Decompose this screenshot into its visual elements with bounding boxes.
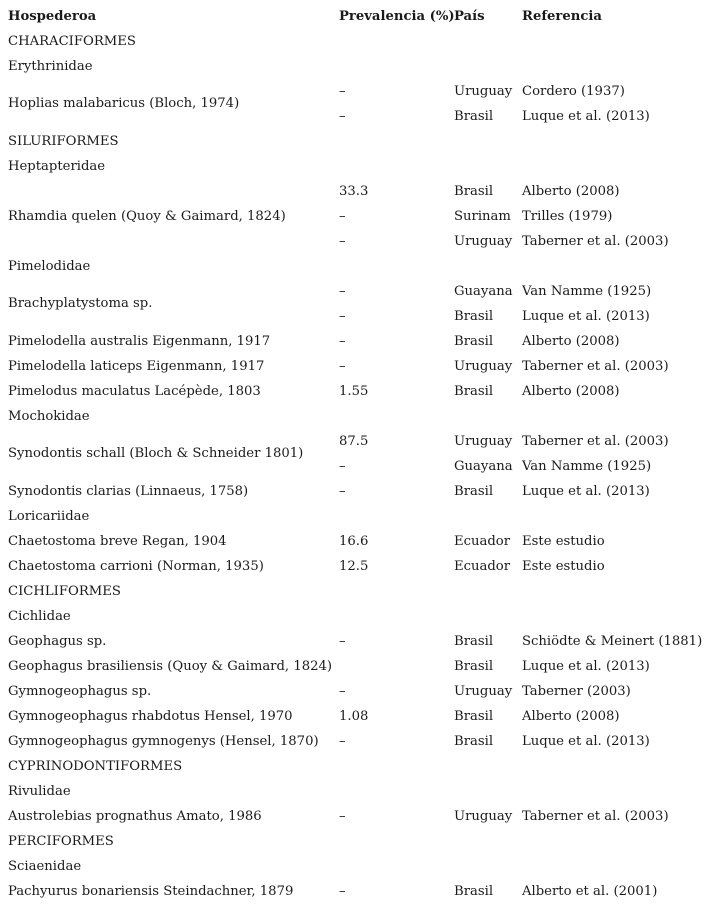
- reference-value: Luque et al. (2013): [522, 659, 650, 674]
- prevalence-value: –: [339, 209, 346, 224]
- family-row: [0, 254, 704, 279]
- species-name: Gymnogeophagus sp.: [8, 684, 152, 699]
- species-name: Pimelodus maculatus Lacépède, 1803: [8, 384, 261, 399]
- table-row: [0, 704, 704, 729]
- prevalence-value: –: [339, 359, 346, 374]
- order-row: [0, 829, 704, 854]
- country-value: Guayana: [454, 459, 513, 474]
- table-row: [0, 429, 704, 454]
- prevalence-value: –: [339, 309, 346, 324]
- table-row: [0, 204, 704, 229]
- table-row: [0, 879, 704, 904]
- prevalence-value: 1.08: [339, 709, 369, 724]
- species-name: Chaetostoma carrioni (Norman, 1935): [8, 559, 264, 574]
- family-row: [0, 854, 704, 879]
- order-row: [0, 129, 704, 154]
- species-name: Synodontis schall (Bloch & Schneider 1801): [8, 446, 304, 461]
- prevalence-value: –: [339, 284, 346, 299]
- reference-value: Este estudio: [522, 559, 605, 574]
- family-row: [0, 54, 704, 79]
- country-value: Ecuador: [454, 559, 511, 574]
- reference-value: Taberner et al. (2003): [522, 234, 669, 249]
- table-row: [0, 629, 704, 654]
- family-label: Sciaenidae: [8, 859, 82, 874]
- table-row: [0, 329, 704, 354]
- species-name: Geophagus brasiliensis (Quoy & Gaimard, 1824): [8, 659, 333, 674]
- reference-value: Alberto (2008): [522, 384, 620, 399]
- header-country: País: [454, 9, 485, 24]
- reference-value: Taberner et al. (2003): [522, 359, 669, 374]
- species-name: Austrolebias prognathus Amato, 1986: [8, 809, 262, 824]
- reference-value: Luque et al. (2013): [522, 734, 650, 749]
- reference-value: Luque et al. (2013): [522, 309, 650, 324]
- reference-value: Taberner et al. (2003): [522, 809, 669, 824]
- prevalence-value: –: [339, 484, 346, 499]
- header-prevalence: Prevalencia (%): [339, 9, 455, 24]
- table-row: [0, 354, 704, 379]
- order-row: [0, 754, 704, 779]
- table-row: [0, 279, 704, 304]
- species-name: Geophagus sp.: [8, 634, 107, 649]
- reference-value: Alberto et al. (2001): [522, 884, 658, 899]
- country-value: Brasil: [454, 709, 494, 724]
- reference-value: Luque et al. (2013): [522, 109, 650, 124]
- table-row: [0, 529, 704, 554]
- country-value: Brasil: [454, 309, 494, 324]
- header-reference: Referencia: [522, 9, 602, 24]
- family-label: Mochokidae: [8, 409, 90, 424]
- country-value: Ecuador: [454, 534, 511, 549]
- country-value: Uruguay: [454, 84, 513, 99]
- order-label: PERCIFORMES: [8, 834, 114, 849]
- reference-value: Taberner (2003): [522, 684, 631, 699]
- reference-value: Alberto (2008): [522, 184, 620, 199]
- country-value: Uruguay: [454, 684, 513, 699]
- reference-value: Alberto (2008): [522, 709, 620, 724]
- family-row: [0, 154, 704, 179]
- reference-value: Luque et al. (2013): [522, 484, 650, 499]
- prevalence-value: –: [339, 84, 346, 99]
- order-row: [0, 579, 704, 604]
- table-row: [0, 679, 704, 704]
- table-row: [0, 179, 704, 204]
- country-value: Brasil: [454, 184, 494, 199]
- species-name: Chaetostoma breve Regan, 1904: [8, 534, 227, 549]
- table-row: [0, 304, 704, 329]
- species-name: Pimelodella australis Eigenmann, 1917: [8, 334, 271, 349]
- table-row: [0, 379, 704, 404]
- prevalence-value: –: [339, 634, 346, 649]
- header-host: Hospederoa: [8, 9, 97, 24]
- prevalence-value: 16.6: [339, 534, 369, 549]
- order-label: CHARACIFORMES: [8, 34, 136, 49]
- species-name: Gymnogeophagus rhabdotus Hensel, 1970: [8, 709, 293, 724]
- table-row: [0, 554, 704, 579]
- order-label: CICHLIFORMES: [8, 584, 121, 599]
- prevalence-value: 1.55: [339, 384, 369, 399]
- order-label: CYPRINODONTIFORMES: [8, 759, 183, 774]
- family-label: Erythrinidae: [8, 59, 93, 74]
- family-label: Cichlidae: [8, 609, 71, 624]
- country-value: Brasil: [454, 109, 494, 124]
- prevalence-value: –: [339, 109, 346, 124]
- prevalence-value: 12.5: [339, 559, 369, 574]
- species-name: Rhamdia quelen (Quoy & Gaimard, 1824): [8, 209, 286, 224]
- country-value: Uruguay: [454, 359, 513, 374]
- reference-value: Alberto (2008): [522, 334, 620, 349]
- species-name: Gymnogeophagus gymnogenys (Hensel, 1870): [8, 734, 319, 749]
- country-value: Uruguay: [454, 434, 513, 449]
- table-row: [0, 229, 704, 254]
- prevalence-value: –: [339, 884, 346, 899]
- reference-value: Schiödte & Meinert (1881): [522, 634, 703, 649]
- prevalence-value: –: [339, 734, 346, 749]
- family-row: [0, 779, 704, 804]
- family-row: [0, 404, 704, 429]
- family-label: Heptapteridae: [8, 159, 106, 174]
- country-value: Uruguay: [454, 234, 513, 249]
- country-value: Brasil: [454, 334, 494, 349]
- species-name: Pachyurus bonariensis Steindachner, 1879: [8, 884, 294, 899]
- prevalence-value: –: [339, 684, 346, 699]
- family-label: Loricariidae: [8, 509, 90, 524]
- prevalence-value: 87.5: [339, 434, 369, 449]
- table-row: [0, 104, 704, 129]
- table-header: [0, 4, 704, 29]
- prevalence-value: –: [339, 459, 346, 474]
- table-row: [0, 729, 704, 754]
- reference-value: Trilles (1979): [522, 209, 613, 224]
- family-label: Rivulidae: [8, 784, 71, 799]
- order-row: [0, 29, 704, 54]
- prevalence-value: –: [339, 234, 346, 249]
- table-row: [0, 479, 704, 504]
- species-name: Hoplias malabaricus (Bloch, 1974): [8, 96, 240, 111]
- reference-value: Van Namme (1925): [522, 284, 652, 299]
- species-name: Synodontis clarias (Linnaeus, 1758): [8, 484, 249, 499]
- country-value: Brasil: [454, 484, 494, 499]
- reference-value: Van Namme (1925): [522, 459, 652, 474]
- country-value: Uruguay: [454, 809, 513, 824]
- family-label: Pimelodidae: [8, 259, 91, 274]
- family-row: [0, 604, 704, 629]
- country-value: Surinam: [454, 209, 511, 224]
- prevalence-value: –: [339, 809, 346, 824]
- table-row: [0, 79, 704, 104]
- reference-value: Este estudio: [522, 534, 605, 549]
- reference-value: Cordero (1937): [522, 84, 625, 99]
- country-value: Brasil: [454, 734, 494, 749]
- country-value: Brasil: [454, 884, 494, 899]
- table-row: [0, 804, 704, 829]
- table-row: [0, 454, 704, 479]
- country-value: Brasil: [454, 659, 494, 674]
- prevalence-value: 33.3: [339, 184, 369, 199]
- prevalence-value: –: [339, 334, 346, 349]
- family-row: [0, 504, 704, 529]
- order-label: SILURIFORMES: [8, 134, 119, 149]
- country-value: Brasil: [454, 634, 494, 649]
- country-value: Brasil: [454, 384, 494, 399]
- reference-value: Taberner et al. (2003): [522, 434, 669, 449]
- species-name: Brachyplatystoma sp.: [8, 296, 153, 311]
- species-name: Pimelodella laticeps Eigenmann, 1917: [8, 359, 265, 374]
- country-value: Guayana: [454, 284, 513, 299]
- table-row: [0, 654, 704, 679]
